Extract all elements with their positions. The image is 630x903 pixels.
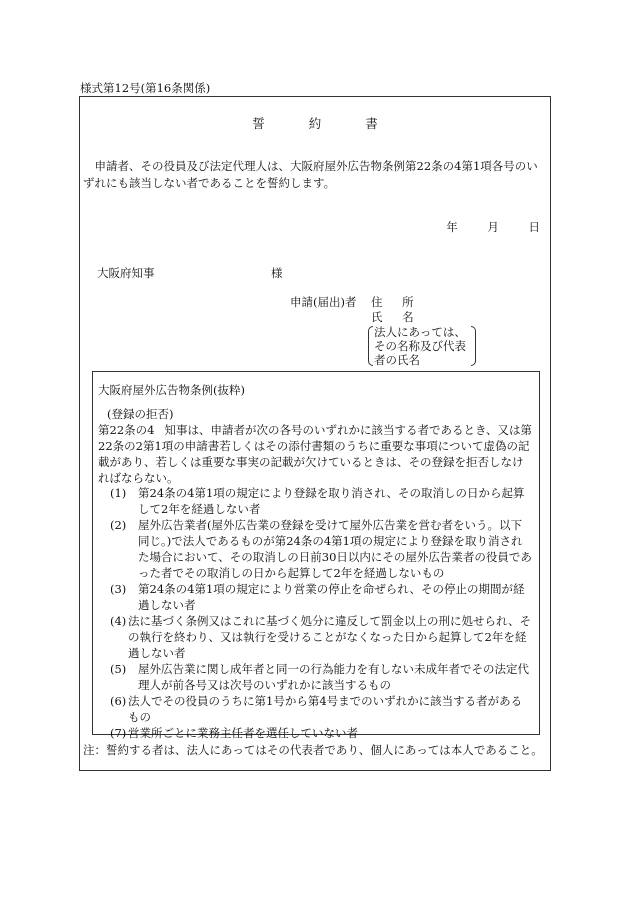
item-number: (7) [110, 726, 127, 740]
item-text: 第24条の4第1項の規定により登録を取り消され、その取消しの日から起算して2年を経過しない者 [138, 486, 525, 516]
item-number: (4) [110, 614, 127, 628]
item-number: (5) [110, 662, 127, 676]
corporate-note-text: 法人にあっては、その名称及び代表者の氏名 [374, 325, 466, 367]
pledge-statement: 申請者、その役員及び法定代理人は、大阪府屋外広告物条例第22条の4第1項各号のいずれにも該当しない者であることを誓約します。 [83, 159, 538, 190]
document-title: 誓 約 書 [252, 116, 398, 131]
list-item [98, 725, 533, 741]
corporate-note [370, 325, 474, 367]
excerpt-title: 大阪府屋外広告物条例(抜粋) [98, 383, 245, 397]
item-number: (2) [110, 518, 127, 532]
honorific: 様 [271, 266, 283, 280]
list-item [98, 693, 533, 725]
item-number: (3) [110, 582, 127, 596]
item-number: (6) [110, 694, 127, 708]
pledge-form-frame [79, 96, 551, 771]
article-label: 第22条の4 [98, 423, 155, 437]
list-item [98, 485, 533, 517]
list-item [98, 661, 533, 693]
ordinance-excerpt-box [92, 371, 540, 740]
item-number: (1) [110, 486, 127, 500]
item-text: 屋外広告業者(屋外広告業の登録を受けて屋外広告業を営む者をいう。以下同じ。)で法人であるものが第24条の4第1項の規定により登録を取り消された場合において、その取消しの日前30日以内にその屋外広告業者の役員であった者でその取消しの日から起算して2年を経過しないもの [138, 518, 532, 580]
name-label: 氏 名 [371, 310, 422, 324]
item-text: 法人でその役員のうちに第1号から第4号までのいずれかに該当する者があるもの [128, 694, 523, 724]
applicant-label: 申請(届出)者 [290, 295, 357, 309]
excerpt-heading: (登録の拒否) [107, 407, 174, 421]
address-label: 住 所 [371, 295, 422, 309]
item-text: 法に基づく条例又はこれに基づく処分に違反して罰金以上の刑に処せられ、その執行を終わり、又は執行を受けることがなくなった日から起算して2年を経過しない者 [128, 614, 532, 660]
item-list [98, 485, 533, 741]
list-item [98, 517, 533, 581]
list-item [98, 581, 533, 613]
list-item [98, 613, 533, 661]
date-day: 日 [528, 220, 540, 234]
article-body: 知事は、申請者が次の各号のいずれかに該当する者であるとき、又は第22条の2第1項の申請書若しくはその添付書類のうちに重要な事項について虚偽の記載があり、若しくは重要な事実の記載が欠けているときは、その登録を拒否しなければならない。 [98, 423, 532, 485]
right-bracket [471, 326, 476, 366]
footnote: 注：誓約する者は、法人にあってはその代表者であり、個人にあっては本人であること。 [83, 743, 543, 757]
article-text [98, 422, 533, 486]
addressee: 大阪府知事 [97, 266, 155, 280]
date-line [420, 219, 540, 235]
form-number: 様式第12号(第16条関係) [80, 81, 211, 95]
date-month: 月 [487, 220, 499, 234]
date-year: 年 [446, 220, 458, 234]
item-text: 第24条の4第1項の規定により営業の停止を命ぜられ、その停止の期間が経過しない者 [138, 582, 525, 612]
item-text: 営業所ごとに業務主任者を選任していない者 [128, 726, 358, 740]
item-text: 屋外広告業に関し成年者と同一の行為能力を有しない未成年者でその法定代理人が前各号又は次号のいずれかに該当するもの [138, 662, 529, 692]
left-bracket [368, 326, 373, 366]
